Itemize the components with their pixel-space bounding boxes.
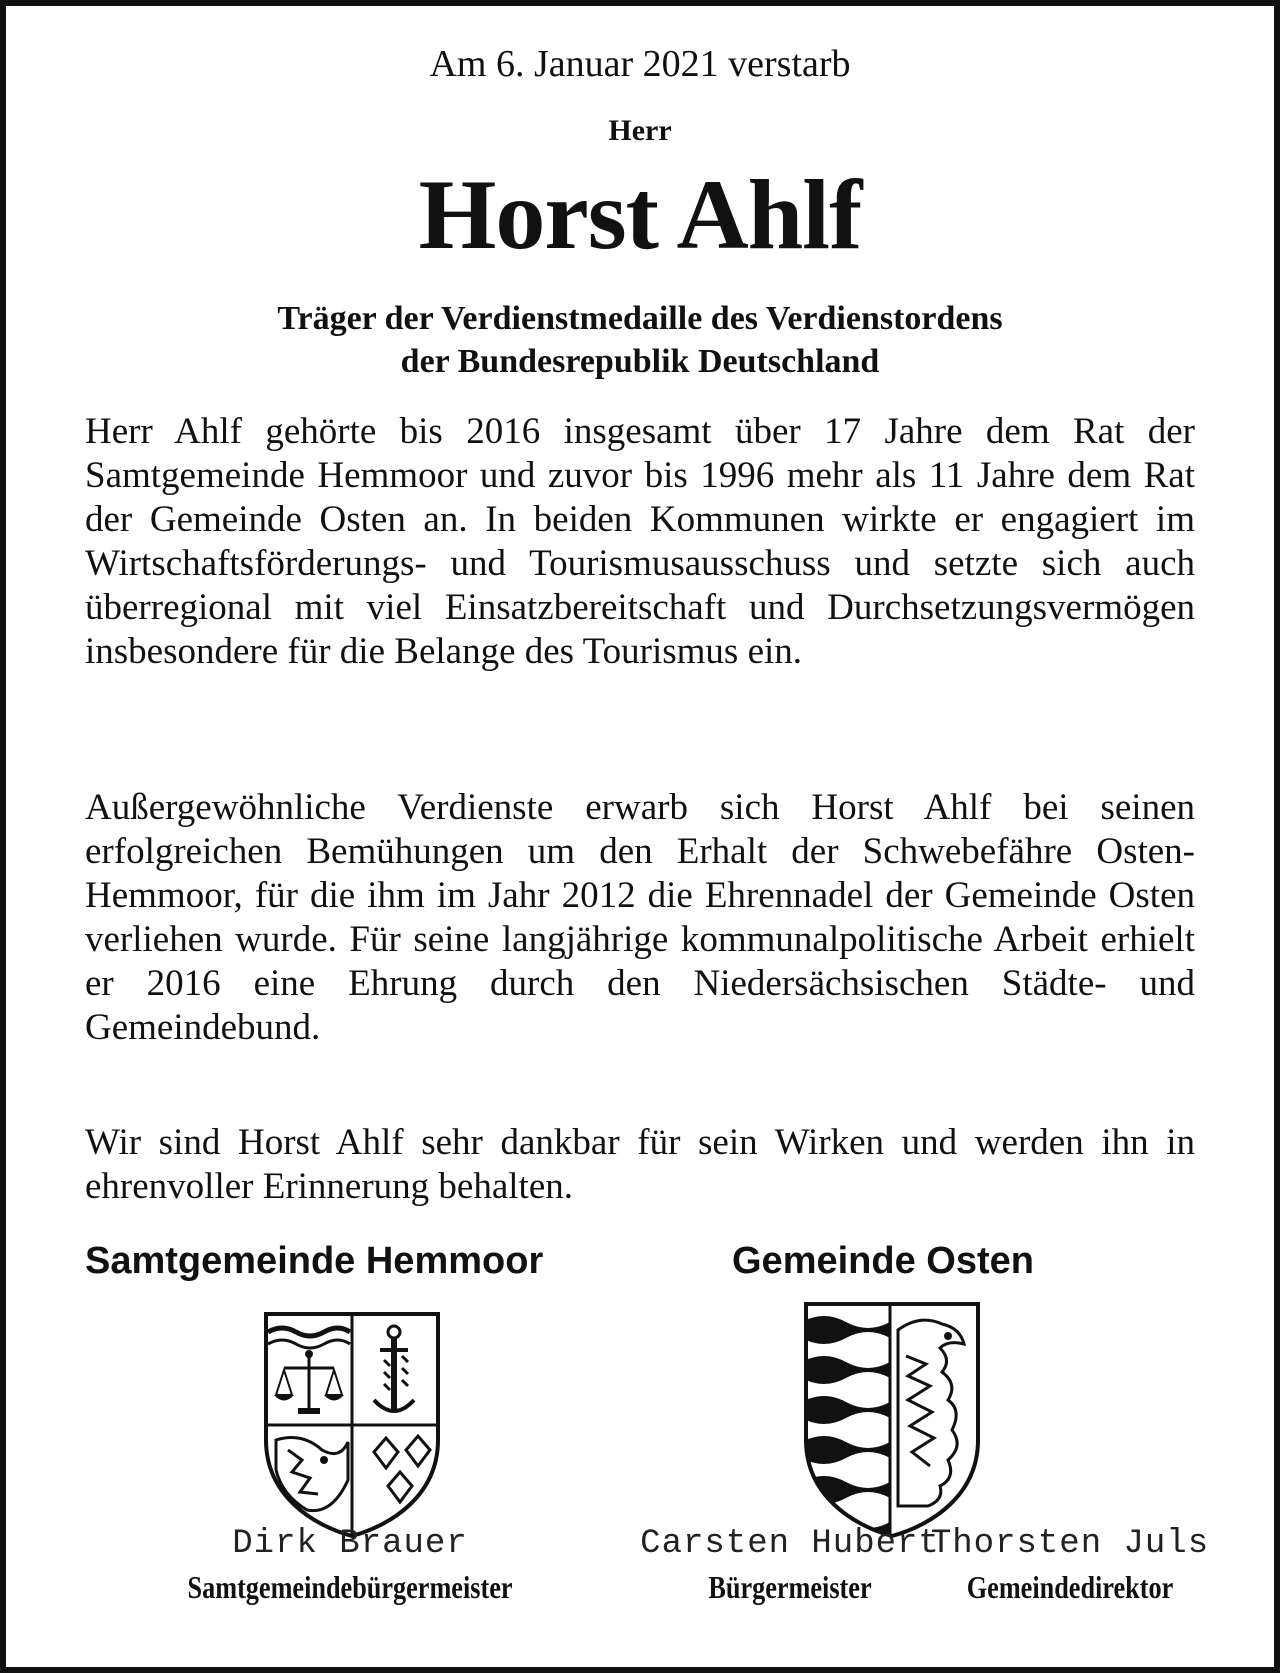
signatory-role: Bürgermeister	[708, 1569, 872, 1605]
paragraph-merits: Außergewöhnliche Verdienste erwarb sich Horst Ahlf bei seinen erfolgreichen Bemühungen um den Erhalt der Schwebefähre Osten-Hemmoor, für die ihm im Jahr 2012 die Ehrennadel der Gemeinde Osten verliehen wurde. Für seine langjährige kommunalpolitische Arbeit erhielt er 2016 eine Ehrung durch den Niedersächsischen Städte- und Gemeindebund.	[85, 787, 1195, 1048]
osten-coat-of-arms-icon	[802, 1300, 982, 1540]
signatory-name: Carsten Hubert	[640, 1525, 940, 1563]
paragraph-career: Herr Ahlf gehörte bis 2016 insgesamt über 17 Jahre dem Rat der Samtgemeinde Hemmoor und zuvor bis 1996 mehr als 11 Jahre dem Rat der Gemeinde Osten an. In beiden Kommunen wirkte er engagiert im Wirtschaftsförderungs- und Tourismusausschuss und setzte sich auch überregional mit viel Einsatzbereitschaft und Durchsetzungsvermögen insbesondere für die Belange des Tourismus ein.	[85, 411, 1195, 672]
signatory-hubert	[640, 1525, 940, 1606]
intro-line: Am 6. Januar 2021 verstarb	[429, 43, 851, 85]
deceased-name: Horst Ahlf	[418, 159, 862, 270]
honor-line-1: Träger der Verdienstmedaille des Verdienstordens	[277, 300, 1003, 337]
signatory-juls	[920, 1525, 1220, 1606]
signatory-name: Thorsten Juls	[930, 1525, 1210, 1563]
org-hemmoor: Samtgemeinde Hemmoor	[85, 1240, 544, 1282]
salutation: Herr	[608, 114, 672, 147]
paragraph-thanks: Wir sind Horst Ahlf sehr dankbar für sein Wirken und werden ihn in ehrenvoller Erinnerung behalten.	[85, 1122, 1195, 1207]
signatory-name: Dirk Brauer	[232, 1525, 468, 1563]
org-osten: Gemeinde Osten	[732, 1240, 1034, 1282]
honor-line-2: der Bundesrepublik Deutschland	[400, 343, 880, 380]
hemmoor-coat-of-arms-icon	[262, 1310, 442, 1540]
signatory-brauer	[120, 1525, 580, 1606]
signatory-role: Gemeindedirektor	[966, 1569, 1174, 1605]
signatory-role: Samtgemeindebürgermeister	[187, 1569, 513, 1605]
